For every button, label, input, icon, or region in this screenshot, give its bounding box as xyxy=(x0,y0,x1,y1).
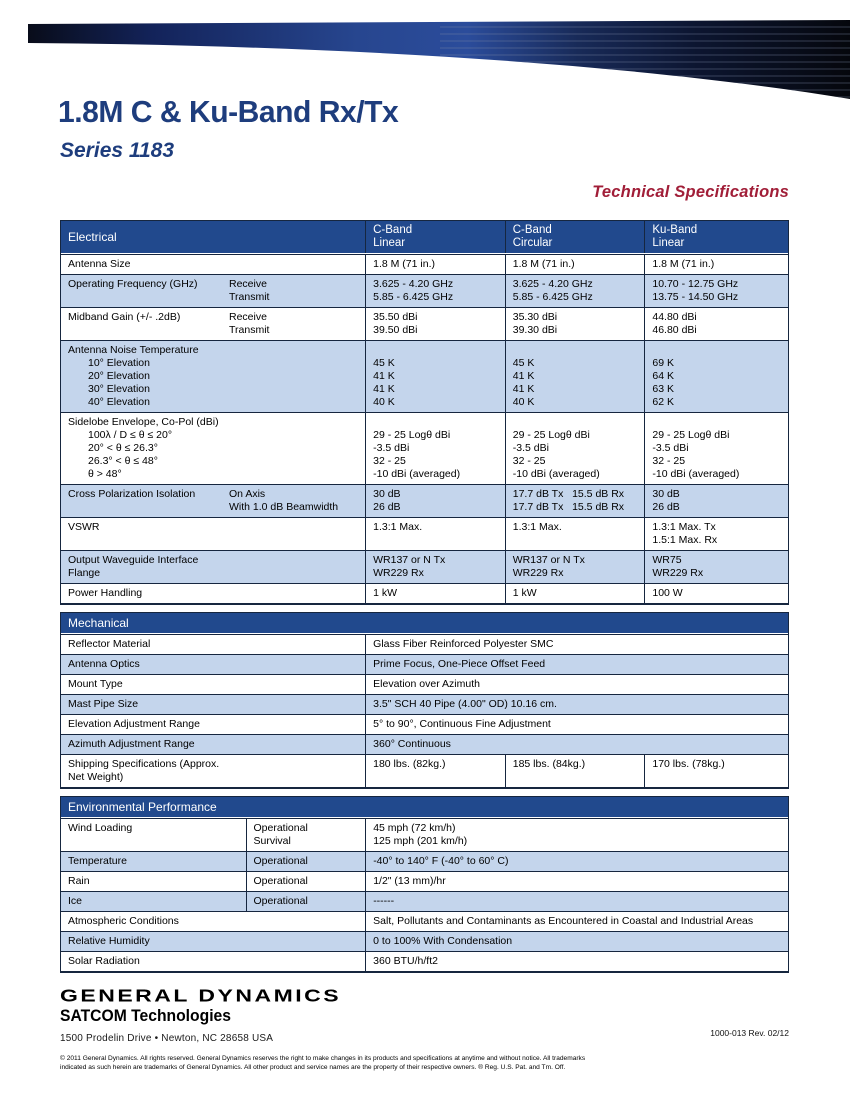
value-cell xyxy=(365,485,505,517)
value-line: 0 to 100% With Condensation xyxy=(373,935,513,947)
value-line: 62 K xyxy=(652,396,674,408)
condition-line: Survival xyxy=(253,835,291,847)
table-row xyxy=(61,484,788,517)
row-sublabel: Transmit xyxy=(229,291,270,303)
value-line: 1.3:1 Max. xyxy=(512,521,562,533)
row-label-cell xyxy=(61,518,365,550)
value-cell xyxy=(365,308,505,340)
value-line: 1.3:1 Max. Tx xyxy=(652,521,716,533)
value-cell xyxy=(365,952,788,971)
value-line: 185 lbs. (84kg.) xyxy=(512,758,586,770)
value-cell: 360° Continuous xyxy=(365,735,788,754)
page-subtitle: Series 1183 xyxy=(60,139,175,162)
row-label: Cross Polarization Isolation xyxy=(68,488,196,500)
column-header-line: C-Band xyxy=(373,224,413,236)
legal-line-1: © 2011 General Dynamics. All rights reserved. General Dynamics reserves the right to make changes in its products and specifications at anytime and without notice. All trademarks xyxy=(60,1055,586,1062)
row-label: Atmospheric Conditions xyxy=(68,915,179,927)
value-cell xyxy=(505,413,645,484)
value-line: 29 - 25 Logθ dBi xyxy=(512,429,590,441)
value-line: 41 K xyxy=(512,370,535,382)
value-cell: 5° to 90°, Continuous Fine Adjustment xyxy=(365,715,788,734)
legal-text xyxy=(60,1055,675,1072)
value-line: 1 kW xyxy=(373,587,398,599)
value-cell xyxy=(505,485,645,517)
table-row xyxy=(61,254,788,274)
value-line: WR75 xyxy=(652,554,682,566)
condition-cell xyxy=(246,819,366,851)
row-subcolumn xyxy=(229,311,358,337)
condition-cell xyxy=(246,852,366,871)
value-cell: Prime Focus, One-Piece Offset Feed xyxy=(365,655,788,674)
row-sublabel: θ > 48° xyxy=(88,468,122,480)
row-label: Operating Frequency (GHz) xyxy=(68,278,198,290)
row-label: Ice xyxy=(68,895,83,907)
table-row xyxy=(61,412,788,484)
value-line: WR229 Rx xyxy=(652,567,704,579)
value-line: 40 K xyxy=(512,396,535,408)
value-line: 39.50 dBi xyxy=(373,324,418,336)
table-header xyxy=(61,797,788,818)
value-cell xyxy=(365,819,788,851)
value-line: 17.7 dB Tx 15.5 dB Rx xyxy=(512,488,625,500)
value-line: 3.625 - 4.20 GHz xyxy=(373,278,454,290)
spec-table-electrical xyxy=(60,220,789,605)
table-header xyxy=(61,221,788,254)
row-sublabel: 20° < θ ≤ 26.3° xyxy=(88,442,158,454)
row-label-cell xyxy=(61,413,365,484)
value-cell xyxy=(505,341,645,412)
row-label-cell xyxy=(61,584,365,603)
value-line: -10 dBi (averaged) xyxy=(512,468,600,480)
row-label: Wind Loading xyxy=(68,822,133,834)
value-cell xyxy=(644,341,788,412)
value-cell xyxy=(644,255,788,274)
value-cell xyxy=(365,413,505,484)
row-subcolumn xyxy=(229,278,358,304)
value-cell xyxy=(644,551,788,583)
table-header xyxy=(61,613,788,634)
value-line: WR229 Rx xyxy=(512,567,564,579)
technical-specifications-label: Technical Specifications xyxy=(592,183,789,201)
row-label: Relative Humidity xyxy=(68,935,150,947)
table-row xyxy=(61,754,788,787)
row-sublabel: 20° Elevation xyxy=(88,370,150,382)
value-line: 69 K xyxy=(652,357,674,369)
table-row xyxy=(61,654,788,674)
section-title: Environmental Performance xyxy=(68,800,217,814)
row-sublabel: On Axis xyxy=(229,488,266,500)
row-label: Power Handling xyxy=(68,587,143,599)
table-row xyxy=(61,931,788,951)
value-line: 5.85 - 6.425 GHz xyxy=(373,291,454,303)
table-row xyxy=(61,911,788,931)
table-row xyxy=(61,634,788,654)
value-line: 5.85 - 6.425 GHz xyxy=(512,291,593,303)
value-cell: 3.5" SCH 40 Pipe (4.00" OD) 10.16 cm. xyxy=(365,695,788,714)
value-line: 1/2" (13 mm)/hr xyxy=(373,875,446,887)
value-cell xyxy=(644,275,788,307)
row-subcolumn xyxy=(229,488,358,514)
value-line: 40 K xyxy=(373,396,395,408)
value-line: 29 - 25 Logθ dBi xyxy=(373,429,451,441)
column-header-line: Ku-Band xyxy=(652,224,698,236)
value-line: 1.5:1 Max. Rx xyxy=(652,534,718,546)
row-label: Sidelobe Envelope, Co-Pol (dBi) xyxy=(68,416,219,428)
value-line: WR137 or N Tx xyxy=(373,554,446,566)
value-line: 30 dB xyxy=(373,488,401,500)
column-header xyxy=(505,221,645,253)
row-label: Antenna Optics xyxy=(68,658,140,670)
row-label: Mast Pipe Size xyxy=(68,698,139,710)
value-cell xyxy=(365,912,788,931)
value-cell: Glass Fiber Reinforced Polyester SMC xyxy=(365,635,788,654)
value-cell xyxy=(365,341,505,412)
value-cell xyxy=(365,755,505,787)
value-line: 44.80 dBi xyxy=(652,311,697,323)
row-label: Shipping Specifications (Approx. Net Weight) xyxy=(68,758,220,783)
table-row xyxy=(61,694,788,714)
value-line: -3.5 dBi xyxy=(373,442,410,454)
value-line: Salt, Pollutants and Contaminants as Encountered in Coastal and Industrial Areas xyxy=(373,915,754,927)
table-row xyxy=(61,734,788,754)
value-line: 29 - 25 Logθ dBi xyxy=(652,429,730,441)
row-label: Antenna Noise Temperature xyxy=(68,344,199,356)
value-line: 100 W xyxy=(652,587,683,599)
value-cell xyxy=(505,518,645,550)
column-header-line: Linear xyxy=(373,237,406,249)
value-line: 10.70 - 12.75 GHz xyxy=(652,278,739,290)
row-label: Elevation Adjustment Range xyxy=(68,718,200,730)
value-cell xyxy=(505,308,645,340)
value-line: 26 dB xyxy=(373,501,401,513)
value-line: 45 K xyxy=(512,357,535,369)
row-label-cell xyxy=(61,755,365,787)
row-label-cell xyxy=(61,485,365,517)
row-sublabel: 40° Elevation xyxy=(88,396,150,408)
value-line: 35.50 dBi xyxy=(373,311,418,323)
value-line: 41 K xyxy=(373,370,395,382)
table-row xyxy=(61,891,788,911)
row-sublabel: 30° Elevation xyxy=(88,383,150,395)
value-line: ------ xyxy=(373,895,395,907)
row-label-cell xyxy=(61,308,365,340)
table-row xyxy=(61,818,788,851)
general-dynamics-logo: GENERAL DYNAMICS xyxy=(60,985,342,1006)
row-label-cell xyxy=(61,255,365,274)
table-row xyxy=(61,714,788,734)
column-header-line: Circular xyxy=(512,237,553,249)
table-row xyxy=(61,274,788,307)
spec-table-mechanical xyxy=(60,612,789,789)
condition-cell xyxy=(246,892,366,911)
page-title: 1.8M C & Ku-Band Rx/Tx xyxy=(58,94,399,129)
value-line: 35.30 dBi xyxy=(512,311,558,323)
value-cell xyxy=(644,413,788,484)
value-cell xyxy=(365,255,505,274)
row-sublabel: Receive xyxy=(229,311,267,323)
value-line: 64 K xyxy=(652,370,674,382)
column-header-line: C-Band xyxy=(512,224,552,236)
row-label-cell xyxy=(61,341,365,412)
value-line: 26 dB xyxy=(652,501,680,513)
value-line: 46.80 dBi xyxy=(652,324,697,336)
section-title: Mechanical xyxy=(68,616,129,630)
table-row xyxy=(61,871,788,891)
row-label-cell xyxy=(61,551,365,583)
row-label: Solar Radiation xyxy=(68,955,140,967)
row-label: VSWR xyxy=(68,521,100,533)
value-line: -10 dBi (averaged) xyxy=(373,468,461,480)
value-cell xyxy=(365,852,788,871)
document-number: 1000-013 Rev. 02/12 xyxy=(710,1028,789,1038)
table-row xyxy=(61,550,788,583)
value-line: -10 dBi (averaged) xyxy=(652,468,740,480)
column-header-line: Linear xyxy=(652,237,685,249)
value-line: 30 dB xyxy=(652,488,680,500)
row-label: Mount Type xyxy=(68,678,123,690)
value-cell xyxy=(365,892,788,911)
value-line: 32 - 25 xyxy=(652,455,686,467)
value-cell xyxy=(365,518,505,550)
row-label-cell xyxy=(61,275,365,307)
table-row xyxy=(61,583,788,603)
value-line: 63 K xyxy=(652,383,674,395)
value-cell: Elevation over Azimuth xyxy=(365,675,788,694)
row-label: Output Waveguide Interface Flange xyxy=(68,554,199,579)
value-line: 3.625 - 4.20 GHz xyxy=(512,278,593,290)
value-line: 360 BTU/h/ft2 xyxy=(373,955,438,967)
table-row xyxy=(61,517,788,550)
value-line: 32 - 25 xyxy=(373,455,406,467)
value-line: WR229 Rx xyxy=(373,567,424,579)
value-cell xyxy=(505,551,645,583)
row-label: Midband Gain (+/- .2dB) xyxy=(68,311,181,323)
value-line: 32 - 25 xyxy=(512,455,546,467)
value-line: 1.8 M (71 in.) xyxy=(652,258,715,270)
value-line: 125 mph (201 km/h) xyxy=(373,835,468,847)
value-line: 17.7 dB Tx 15.5 dB Rx xyxy=(512,501,625,513)
value-line: 13.75 - 14.50 GHz xyxy=(652,291,739,303)
table-row xyxy=(61,307,788,340)
value-line: WR137 or N Tx xyxy=(512,554,585,566)
page-footer xyxy=(60,985,789,1072)
condition-line: Operational xyxy=(253,895,308,907)
row-label: Antenna Size xyxy=(68,258,131,270)
value-cell xyxy=(365,872,788,891)
value-cell xyxy=(365,275,505,307)
value-cell xyxy=(644,518,788,550)
row-label: Reflector Material xyxy=(68,638,151,650)
spec-content xyxy=(60,220,789,1072)
value-line: 170 lbs. (78kg.) xyxy=(652,758,725,770)
value-line: 1 kW xyxy=(512,587,537,599)
value-cell xyxy=(644,485,788,517)
value-cell xyxy=(365,584,505,603)
address-line: 1500 Prodelin Drive • Newton, NC 28658 USA xyxy=(60,1033,274,1044)
spec-table-environmental xyxy=(60,796,789,973)
value-line: 45 mph (72 km/h) xyxy=(373,822,456,834)
row-sublabel: With 1.0 dB Beamwidth xyxy=(229,501,339,513)
value-cell xyxy=(505,275,645,307)
table-row xyxy=(61,851,788,871)
value-line: 41 K xyxy=(512,383,535,395)
row-label: Temperature xyxy=(68,855,127,867)
row-sublabel: 10° Elevation xyxy=(88,357,150,369)
value-line: 39.30 dBi xyxy=(512,324,558,336)
column-header xyxy=(644,221,788,253)
value-line: -3.5 dBi xyxy=(512,442,549,454)
value-cell xyxy=(365,932,788,951)
value-cell xyxy=(644,755,788,787)
condition-line: Operational xyxy=(253,855,308,867)
value-line: 1.8 M (71 in.) xyxy=(373,258,435,270)
row-sublabel: 100λ / D ≤ θ ≤ 20° xyxy=(88,429,173,441)
condition-line: Operational xyxy=(253,875,308,887)
row-label: Rain xyxy=(68,875,90,887)
value-cell xyxy=(505,755,645,787)
row-sublabel: Transmit xyxy=(229,324,270,336)
value-cell xyxy=(505,584,645,603)
value-cell xyxy=(365,551,505,583)
row-label: Azimuth Adjustment Range xyxy=(68,738,195,750)
table-row xyxy=(61,340,788,412)
satcom-technologies-wordmark: SATCOM Technologies xyxy=(60,1007,231,1025)
value-line: -40° to 140° F (-40° to 60° C) xyxy=(373,855,509,867)
value-line: -3.5 dBi xyxy=(652,442,689,454)
column-header xyxy=(365,221,505,253)
condition-line: Operational xyxy=(253,822,308,834)
value-cell xyxy=(644,584,788,603)
value-line: 41 K xyxy=(373,383,395,395)
value-cell xyxy=(644,308,788,340)
section-title: Electrical xyxy=(68,230,117,244)
value-line: 180 lbs. (82kg.) xyxy=(373,758,446,770)
value-line: 45 K xyxy=(373,357,395,369)
condition-cell xyxy=(246,872,366,891)
row-sublabel: 26.3° < θ ≤ 48° xyxy=(88,455,158,467)
table-row xyxy=(61,674,788,694)
value-line: 1.8 M (71 in.) xyxy=(512,258,575,270)
table-row xyxy=(61,951,788,971)
legal-line-2: indicated as such herein are trademarks of General Dynamics. All other product and service names are the property of their respective owners. ® Reg. U.S. Pat. and Tm. Off. xyxy=(60,1063,566,1071)
value-line: 1.3:1 Max. xyxy=(373,521,423,533)
row-sublabel: Receive xyxy=(229,278,267,290)
value-cell xyxy=(505,255,645,274)
